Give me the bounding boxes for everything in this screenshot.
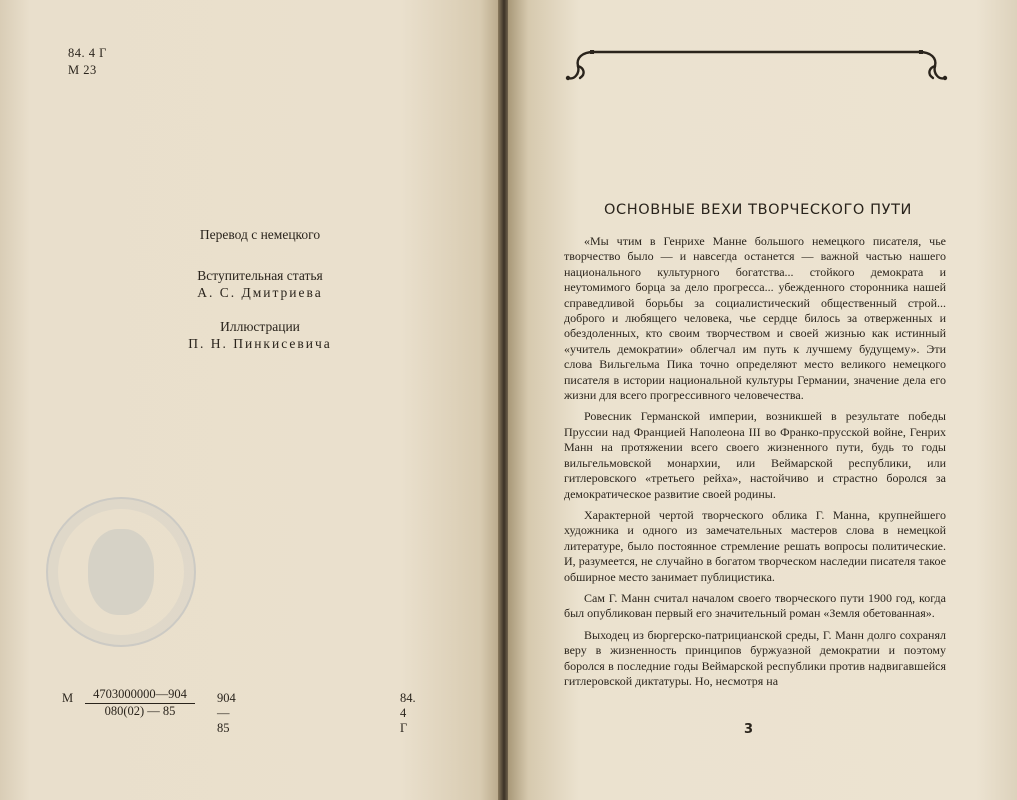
translation-note: Перевод с немецкого: [199, 227, 321, 242]
imprint-numerator: 4703000000—904: [85, 687, 195, 704]
bleed-through-shadow: [150, 145, 380, 205]
imprint-denominator: 080(02) — 85: [104, 704, 176, 718]
right-page: [508, 0, 1017, 800]
stamp-portrait: [88, 529, 154, 615]
left-page: [0, 0, 500, 800]
page-number: 3: [744, 722, 754, 737]
paragraph: Ровесник Германской империи, возникшей в результате победы Пруссии над Францией Наполеона III во Франко-прусской войне, Генрих Манн на протяжении всего своего жизненного пути, будь то годы вильгельмовской монархии, или Веймарской республики, или гитлеровского «третьего рейха», настойчиво и страстно боролся за демократическое развитие своей родины.: [564, 409, 946, 501]
imprint-class-code: 84. 4 Г: [400, 691, 416, 735]
library-stamp: [46, 497, 196, 647]
imprint-fraction: [85, 687, 195, 719]
illustrator: П. Н. Пинкисевича: [188, 336, 332, 351]
paragraph: Выходец из бюргерско-патрицианской среды, Г. Манн долго сохранял веру в жизненность принципов буржуазной демократии и поэтому боролся в последние годы Веймарской республики против надвигавшейся гитлеровской диктатуры. Но, несмотря на: [564, 627, 946, 688]
chapter-heading: ОСНОВНЫЕ ВЕХИ ТВОРЧЕСКОГО ПУТИ: [604, 202, 912, 218]
paragraph: Характерной чертой творческого облика Г. Манна, крупнейшего художника и одного из замечательных мастеров слова в немецкой литературе, было постоянное стремление решать вопросы политические. И, разумеется, не случайно в богатом творческом наследии писателя такое обширное место занимает публицистика.: [564, 507, 946, 584]
class-code: 84. 4 Г: [68, 46, 107, 60]
author-mark: М 23: [68, 63, 97, 77]
body-text: [564, 234, 946, 695]
intro-label: Вступительная статья: [197, 268, 323, 283]
imprint-code: 904—85: [217, 691, 236, 735]
imprint-letter: М: [62, 691, 74, 705]
intro-author: А. С. Дмитриева: [197, 285, 323, 300]
paragraph: Сам Г. Манн считал началом своего творческого пути 1900 год, когда был опубликован первый его значительный роман «Земля обетованная».: [564, 590, 946, 621]
illustrations-label: Иллюстрации: [220, 319, 300, 334]
header-ornament: [564, 44, 949, 86]
paragraph: «Мы чтим в Генрихе Манне большого немецкого писателя, чье творчество было — и навсегда останется — важной частью нашего национального культурного богатства... стойкого демократа и неутомимого борца за дело прогресса... убежденного сторонника нашей справедливой борьбы за социалистический общественный строй... доброго и любящего человека, чье сердце билось за отверженных и обездоленных, кто своим творчеством и своей жизнью как истинный «учитель демократии» облегчал им путь к лучшему будущему». Эти слова Вильгельма Пика точно определяют место великого немецкого писателя в истории национальной культуры Германии, значение дела его жизни для всего прогрессивного человечества.: [564, 234, 946, 403]
